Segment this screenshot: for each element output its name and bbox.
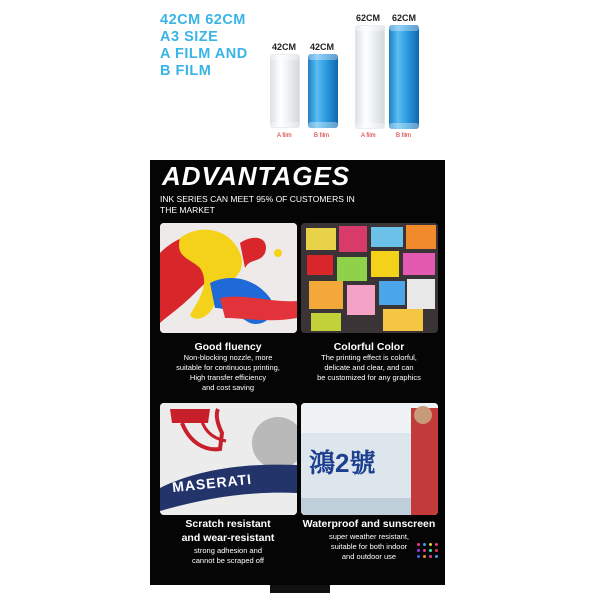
roll-size-label: 42CM (272, 42, 297, 52)
panel-stand-base (270, 585, 330, 593)
a-film-label: A film (277, 133, 292, 139)
maserati-text: MASERATI (171, 470, 253, 496)
b-film-roll-62 (389, 25, 419, 129)
roll-size-label: 62CM (356, 13, 381, 23)
card-title-scratch-resistant: Scratch resistant and wear-resistant (181, 518, 275, 544)
boat-lettering-text: 鴻2號 (309, 448, 376, 478)
roll-size-label: 62CM (392, 13, 417, 23)
heading-line-2: A3 SIZE (160, 29, 219, 45)
a-film-roll-42 (270, 54, 300, 128)
b-film-label: B film (396, 133, 411, 139)
heading-line-4: B FILM (160, 63, 212, 79)
card-desc-colorful-color: The printing effect is colorful, delicate and clear, and can be customized for any graphics (317, 353, 421, 382)
heading-line-1: 42CM 62CM (160, 12, 246, 28)
advantages-panel (150, 160, 445, 585)
b-film-roll-42 (308, 54, 338, 128)
card-desc-waterproof: super weather resistant, suitable for both indoor and outdoor use (328, 532, 410, 561)
b-film-label: B film (314, 133, 329, 139)
heading-line-3: A FILM AND (160, 46, 248, 62)
ink-splash-image (160, 223, 297, 333)
a-film-roll-62 (355, 25, 385, 129)
boat-lettering-image (301, 403, 438, 515)
printed-stickers-image (301, 223, 438, 333)
maserati-logo-image (160, 403, 297, 515)
card-title-colorful-color: Colorful Color (333, 341, 405, 353)
roll-size-label: 42CM (310, 42, 335, 52)
advantages-subtitle: INK SERIES CAN MEET 95% OF CUSTOMERS IN THE MARKET (160, 194, 355, 215)
product-heading (160, 12, 248, 80)
card-desc-good-fluency: Non-blocking nozzle, more suitable for continuous printing, High transfer efficiency and cost saving (176, 353, 280, 392)
card-title-waterproof: Waterproof and sunscreen (302, 518, 436, 530)
card-desc-scratch-resistant: strong adhesion and cannot be scraped off (192, 546, 264, 565)
card-title-good-fluency: Good fluency (194, 341, 262, 353)
a-film-label: A film (361, 133, 376, 139)
advantages-title: ADVANTAGES (162, 161, 351, 191)
